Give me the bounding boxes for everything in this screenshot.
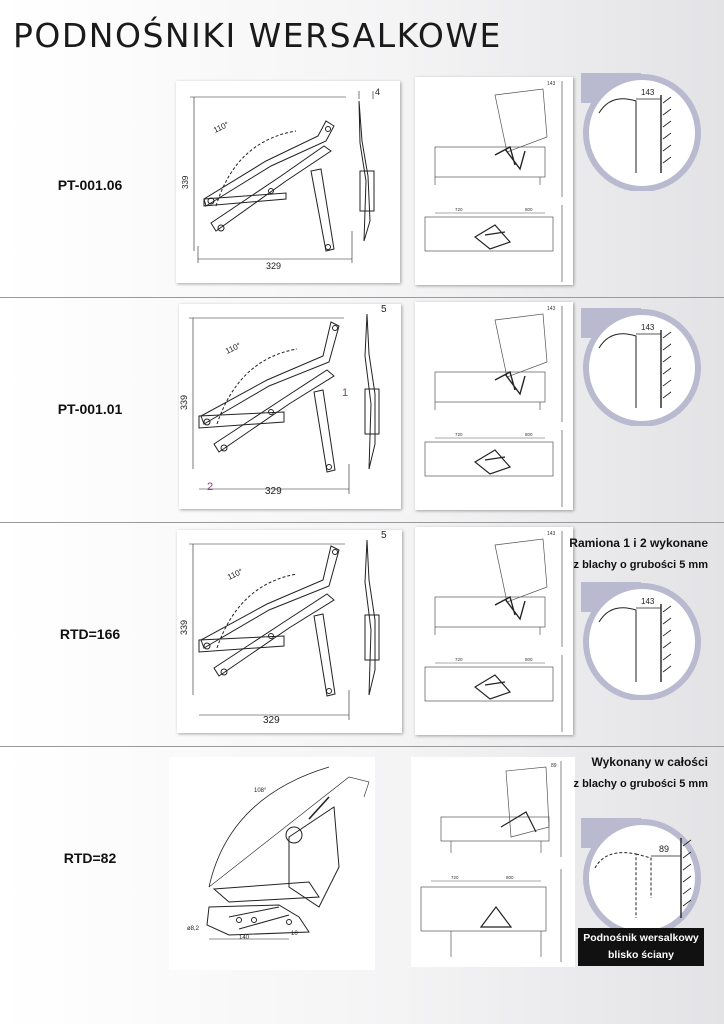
- detail-dim: 89: [659, 844, 670, 854]
- arm-marker-1: 1: [342, 387, 349, 399]
- wall-detail-circle: [581, 818, 703, 936]
- width-dimension: 140: [239, 935, 250, 941]
- thickness-dimension: 5: [381, 530, 387, 541]
- page-title: PODNOŚNIKI WERSALKOWE: [13, 16, 502, 55]
- sofa-drawing: [411, 757, 575, 967]
- plan-dim-b: 800: [525, 432, 533, 437]
- mechanism-drawing: [177, 530, 402, 733]
- arm-marker-2: 2: [207, 481, 214, 493]
- product-code: RTD=82: [63, 850, 117, 866]
- sofa-drawing: [415, 302, 573, 510]
- thickness-dimension: 10: [291, 931, 298, 937]
- angle-label: 110°: [212, 119, 231, 135]
- plan-dim-a: 720: [455, 207, 463, 212]
- detail-dim: 143: [641, 597, 655, 606]
- sofa-drawing: [415, 527, 573, 735]
- mechanism-drawing: [176, 81, 400, 283]
- plan-dim-a: 720: [451, 875, 459, 880]
- row-note: [569, 532, 708, 576]
- product-code: RTD=166: [59, 626, 121, 642]
- note-line-1: Ramiona 1 i 2 wykonane: [569, 536, 708, 550]
- badge-line-2: blisko ściany: [608, 949, 674, 961]
- thickness-dimension: 5: [381, 304, 387, 315]
- product-code: PT-001.01: [57, 401, 123, 417]
- row-separator: [0, 297, 724, 298]
- detail-dim: 143: [641, 323, 655, 332]
- height-dimension: 339: [181, 175, 190, 189]
- sofa-dim-top: 143: [547, 531, 556, 537]
- note-line-1: Wykonany w całości: [591, 755, 708, 769]
- thickness-dimension: 4: [375, 87, 381, 97]
- sofa-drawing: [415, 77, 573, 285]
- row-note: [574, 751, 708, 795]
- wall-detail-circle: [581, 308, 703, 426]
- note-line-2: z blachy o grubości 5 mm: [573, 559, 708, 571]
- plan-dim-b: 800: [525, 207, 533, 212]
- badge-line-1: Podnośnik wersalkowy: [583, 932, 699, 944]
- row-separator: [0, 522, 724, 523]
- sofa-dim-top: 89: [551, 763, 557, 769]
- row-separator: [0, 746, 724, 747]
- note-line-2: z blachy o grubości 5 mm: [573, 778, 708, 790]
- detail-dim: 143: [641, 88, 655, 97]
- width-dimension: 329: [266, 261, 282, 271]
- product-code: PT-001.06: [57, 177, 123, 193]
- wall-detail-circle: [581, 73, 703, 191]
- sofa-dim-top: 143: [547, 306, 556, 312]
- plan-dim-b: 800: [506, 875, 514, 880]
- plan-dim-b: 800: [525, 657, 533, 662]
- wall-detail-circle: [581, 582, 703, 700]
- mechanism-drawing: [169, 757, 375, 970]
- diameter-label: ø8,2: [187, 926, 200, 932]
- near-wall-badge: [578, 928, 704, 966]
- angle-label: 110°: [226, 566, 245, 582]
- height-dimension: 339: [179, 394, 189, 410]
- plan-dim-a: 720: [455, 432, 463, 437]
- width-dimension: 329: [265, 486, 282, 497]
- angle-label: 110°: [224, 340, 243, 356]
- plan-dim-a: 720: [455, 657, 463, 662]
- height-dimension: 339: [179, 619, 189, 635]
- width-dimension: 329: [263, 715, 280, 726]
- mechanism-drawing: [179, 304, 401, 509]
- sofa-dim-top: 143: [547, 81, 556, 87]
- angle-label: 108°: [254, 788, 267, 794]
